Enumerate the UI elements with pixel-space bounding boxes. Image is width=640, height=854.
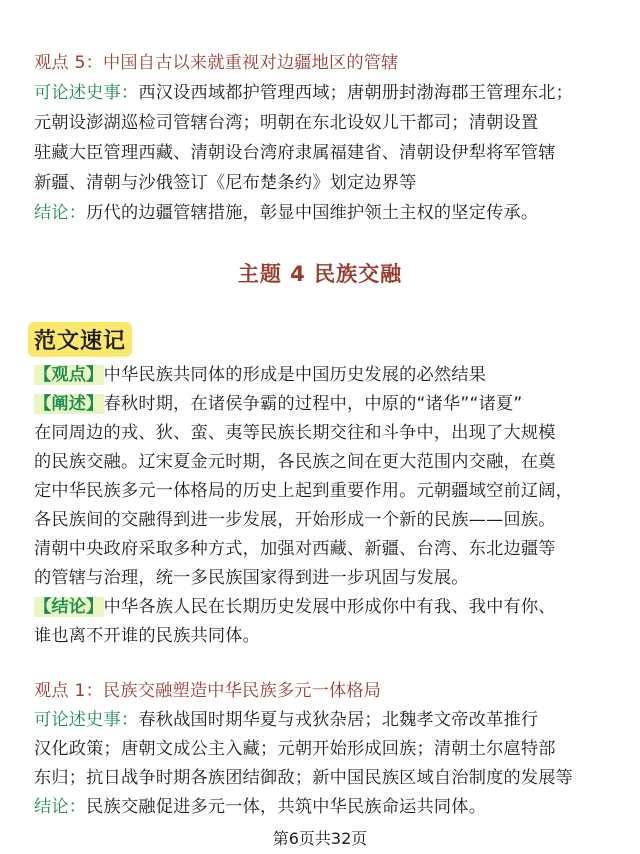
page-number: 第6页共32页 — [272, 829, 368, 848]
viewpoint-1-title: 观点 1：民族交融塑造中华民族多元一体格局 — [34, 681, 382, 701]
fanwen-elaborate-line-6: 清朝中央政府采取多种方式，加强对西藏、新疆、台湾、东北边疆等 — [34, 539, 556, 559]
fanwen-elaborate-line-4: 定中华民族多元一体格局的历史上起到重要作用。元朝疆域空前辽阔， — [34, 481, 574, 501]
fanwen-conclusion-line-1 — [34, 594, 614, 620]
conclusion-text: 民族交融促进多元一体，共筑中华民族命运共同体。 — [86, 797, 487, 817]
elaborate-tag: 【阐述】 — [34, 394, 104, 414]
fanwen-viewpoint-line — [34, 362, 614, 388]
facts-line-4: 新疆、清朝与沙俄签订《尼布楚条约》划定边界等 — [34, 173, 417, 193]
facts-line-2: 元朝设澎湖巡检司管辖台湾；明朝在东北设奴儿干都司；清朝设置 — [34, 113, 539, 133]
fanwen-elaborate-line-3: 的民族交融。辽宋夏金元时期，各民族之间在更大范围内交融，在奠 — [34, 452, 556, 472]
facts-line-3: 驻藏大臣管理西藏、清朝设台湾府隶属福建省、清朝设伊犁将军管辖 — [34, 143, 556, 163]
facts-line-3: 东归；抗日战争时期各族团结御敌；新中国民族区域自治制度的发展等 — [34, 768, 574, 788]
conclusion-text: 历代的边疆管辖措施，彰显中国维护领土主权的坚定传承。 — [86, 203, 539, 223]
conclusion-text: 中华各族人民在长期历史发展中形成你中有我、我中有你、 — [103, 597, 556, 617]
facts-label: 可论述史事： — [34, 710, 139, 730]
conclusion-label: 结论： — [34, 797, 87, 817]
conclusion-label: 结论： — [34, 203, 87, 223]
conclusion-tag: 【结论】 — [34, 597, 104, 617]
viewpoint-1-section — [34, 678, 614, 820]
fanwen-heading: 范文速记 — [28, 322, 132, 357]
viewpoint-5-section — [34, 50, 614, 226]
conclusion-line — [34, 794, 614, 820]
viewpoint-text: 中华民族共同体的形成是中国历史发展的必然结果 — [103, 365, 487, 385]
fanwen-conclusion-line-2: 谁也离不开谁的民族共同体。 — [34, 626, 261, 646]
viewpoint-tag: 【观点】 — [34, 365, 104, 385]
viewpoint-5-title: 观点 5：中国自古以来就重视对边疆地区的管辖 — [34, 53, 399, 73]
facts-line-1 — [34, 80, 614, 106]
topic-title: 主题 4 民族交融 — [237, 262, 403, 286]
fanwen-body — [34, 362, 614, 649]
facts-text: 西汉设西域都护管理西域；唐朝册封渤海郡王管理东北； — [138, 83, 574, 103]
fanwen-elaborate-line-5: 各民族间的交融得到进一步发展，开始形成一个新的民族——回族。 — [34, 510, 556, 530]
facts-line-2: 汉化政策；唐朝文成公主入藏；元朝开始形成回族；清朝土尔扈特部 — [34, 739, 556, 759]
facts-label: 可论述史事： — [34, 83, 139, 103]
conclusion-line — [34, 200, 614, 226]
fanwen-elaborate-line-7: 的管辖与治理，统一多民族国家得到进一步巩固与发展。 — [34, 568, 469, 588]
facts-text: 春秋战国时期华夏与戎狄杂居；北魏孝文帝改革推行 — [138, 710, 539, 730]
fanwen-elaborate-line-1 — [34, 391, 614, 417]
fanwen-elaborate-line-2: 在同周边的戎、狄、蛮、夷等民族长期交往和斗争中，出现了大规模 — [34, 423, 556, 443]
facts-line-1 — [34, 707, 614, 733]
elaborate-text: 春秋时期，在诸侯争霸的过程中，中原的“诸华”“诸夏” — [103, 394, 523, 414]
